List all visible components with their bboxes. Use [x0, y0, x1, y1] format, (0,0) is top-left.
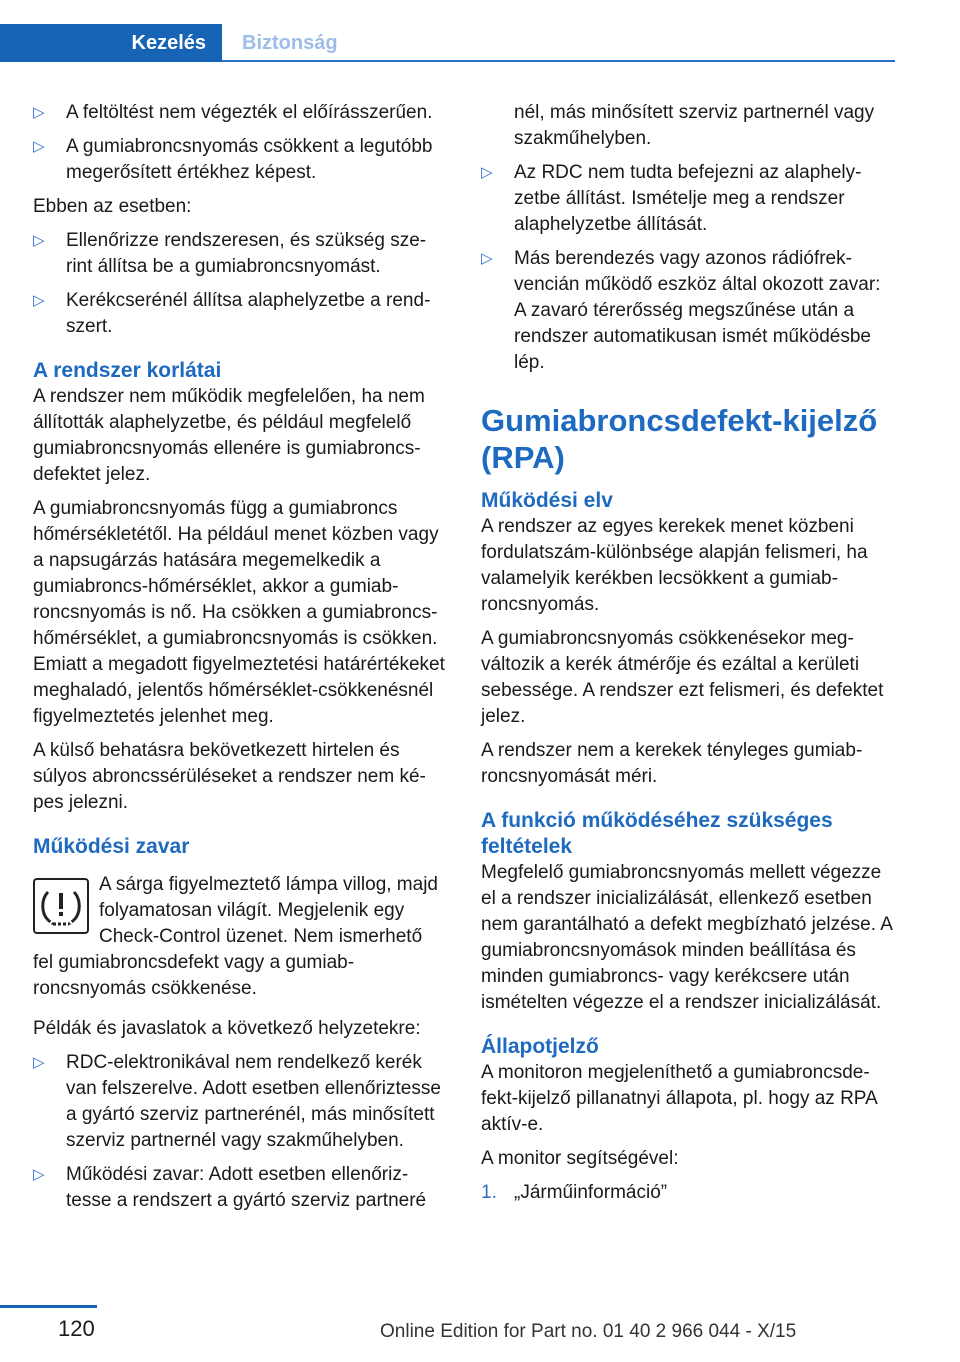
list-item: ▷ Kerékcserénél állítsa alaphelyzetbe a rendszert.: [33, 290, 431, 337]
paragraph: A gumiabroncsnyomás függ a gumiabroncs hőmérsékletétől. Ha például menet közben vagy a napsugárzás hatására megemelkedik a gumiabroncs-hőmérséklet, akkor a gumiabroncsnyomás is nő. Ha csökken a gumiabroncs-hőmérséklet, a gumiabroncsnyomás is csökken. Emiatt a megadott figyelmeztetési határértékeket meghaladó, jelentős hőmérséklet-csökkenésnél figyelmeztetés jelenhet meg.: [33, 498, 445, 727]
left-column: [33, 100, 445, 1222]
numbered-steps: [481, 1180, 893, 1206]
triangle-bullet-icon: ▷: [481, 164, 493, 181]
paragraph: Megfelelő gumiabroncsnyomás mellett végezze el a rendszer inicializálását, ellenkező esetben nem garantálható a defekt megbízható jelzése. A gumiabroncsnyomások minden beállítása és minden gumiabroncs- vagy kerékcsere után ismételten végezze el a rendszer inicializálását.: [481, 862, 892, 1013]
list-examples: [33, 1050, 445, 1214]
triangle-bullet-icon: ▷: [33, 1054, 45, 1071]
header-tabs: [0, 24, 895, 62]
warning-block: [33, 872, 445, 1002]
list-item: ▷ RDC-elektronikával nem rendelkező kerék van felszerelve. Adott esetben ellenőriztesse a gyártó szerviz partnerénél, más minősített szerviz partnernél vagy szakműhelyben.: [33, 1052, 441, 1151]
triangle-bullet-icon: ▷: [481, 250, 493, 267]
list-actions: [33, 228, 445, 340]
paragraph: A rendszer nem a kerekek tényleges gumiabroncsnyomását méri.: [481, 740, 863, 787]
list-item-continuation: nél, más minősített szerviz partnernél vagy szakműhelyben.: [514, 102, 875, 149]
list-item: ▷ Ellenőrizze rendszeresen, és szükség szerint állítsa be a gumiabroncsnyomást.: [33, 230, 427, 277]
list-causes: [481, 160, 893, 376]
footer-edition: Online Edition for Part no. 01 40 2 966 044 - X/15: [380, 1321, 797, 1342]
paragraph: A monitoron megjeleníthető a gumiabroncsdefekt-kijelző pillanatnyi állapota, pl. hogy az RPA aktív-e.: [481, 1062, 877, 1135]
triangle-bullet-icon: ▷: [33, 232, 45, 249]
section-heading-elv: Működési elv: [481, 489, 613, 512]
section-heading-korlatai: A rendszer korlátai: [33, 359, 222, 382]
paragraph: A rendszer az egyes kerekek menet közbeni fordulatszám-különbsége alapján felismeri, ha valamelyik kerékben lecsökkent a gumiabroncsnyomás.: [481, 516, 868, 615]
list-item: ▷ Az RDC nem tudta befejezni az alaphelyzetbe állítást. Ismételje meg a rendszer alaphelyzetbe állítását.: [481, 162, 862, 235]
paragraph: A gumiabroncsnyomás csökkenésekor megváltozik a kerék átmérője és ezáltal a kerületi sebessége. A rendszer ezt felismeri, és defektet jelez.: [481, 628, 884, 727]
paragraph: A monitor segítségével:: [481, 1148, 679, 1169]
paragraph: Példák és javaslatok a következő helyzetekre:: [33, 1018, 421, 1039]
tire-pressure-warning-icon: [33, 878, 89, 934]
triangle-bullet-icon: ▷: [33, 1166, 45, 1183]
tab-biztonsag[interactable]: Biztonság: [222, 24, 895, 62]
tab-kezeles[interactable]: Kezelés: [0, 24, 222, 62]
paragraph: A külső behatásra bekövetkezett hirtelen és súlyos abroncssérüléseket a rendszer nem képes jelezni.: [33, 740, 426, 813]
paragraph: A sárga figyelmeztető lámpa villog, majd folyamatosan világít. Megjelenik egy Check-Control üzenet. Nem ismerhető fel gumiabroncsdefekt vagy a gumiabroncsnyomás csökkenése.: [33, 874, 438, 999]
section-heading-feltetelek: A funkció működéséhez szükséges feltételek: [481, 809, 833, 858]
list-conditions: [33, 100, 445, 186]
step-item: 1. „Járműinformáció”: [481, 1182, 668, 1203]
paragraph: Ebben az esetben:: [33, 196, 192, 217]
triangle-bullet-icon: ▷: [33, 138, 45, 155]
chapter-heading-rpa: Gumiabroncsdefekt-kijelző (RPA): [481, 403, 878, 475]
section-heading-allapotjelzo: Állapotjelző: [481, 1035, 599, 1058]
paragraph: A rendszer nem működik megfelelően, ha nem állították alaphelyzetbe, és például megfelelő gumiabroncsnyomás ellenére is gumiabroncsdefektet jelez.: [33, 386, 425, 485]
list-item: ▷ A feltöltést nem végezték el előírásszerűen.: [33, 100, 445, 126]
section-heading-zavar: Működési zavar: [33, 835, 190, 858]
list-item: ▷ Más berendezés vagy azonos rádiófrekvencián működő eszköz által okozott zavar: A zavaró térerősség megszűnése után a rendszer automatikusan ismét működésbe lép.: [481, 248, 881, 373]
right-column: [481, 100, 893, 1214]
list-item: ▷ A gumiabroncsnyomás csökkent a legutóbb megerősített értékhez képest.: [33, 136, 433, 183]
triangle-bullet-icon: ▷: [33, 292, 45, 309]
triangle-bullet-icon: ▷: [33, 104, 45, 121]
page-number: 120: [58, 1316, 95, 1341]
footer-divider: [0, 1305, 97, 1308]
list-item: ▷ Működési zavar: Adott esetben ellenőriztesse a rendszert a gyártó szerviz partneré: [33, 1164, 427, 1211]
